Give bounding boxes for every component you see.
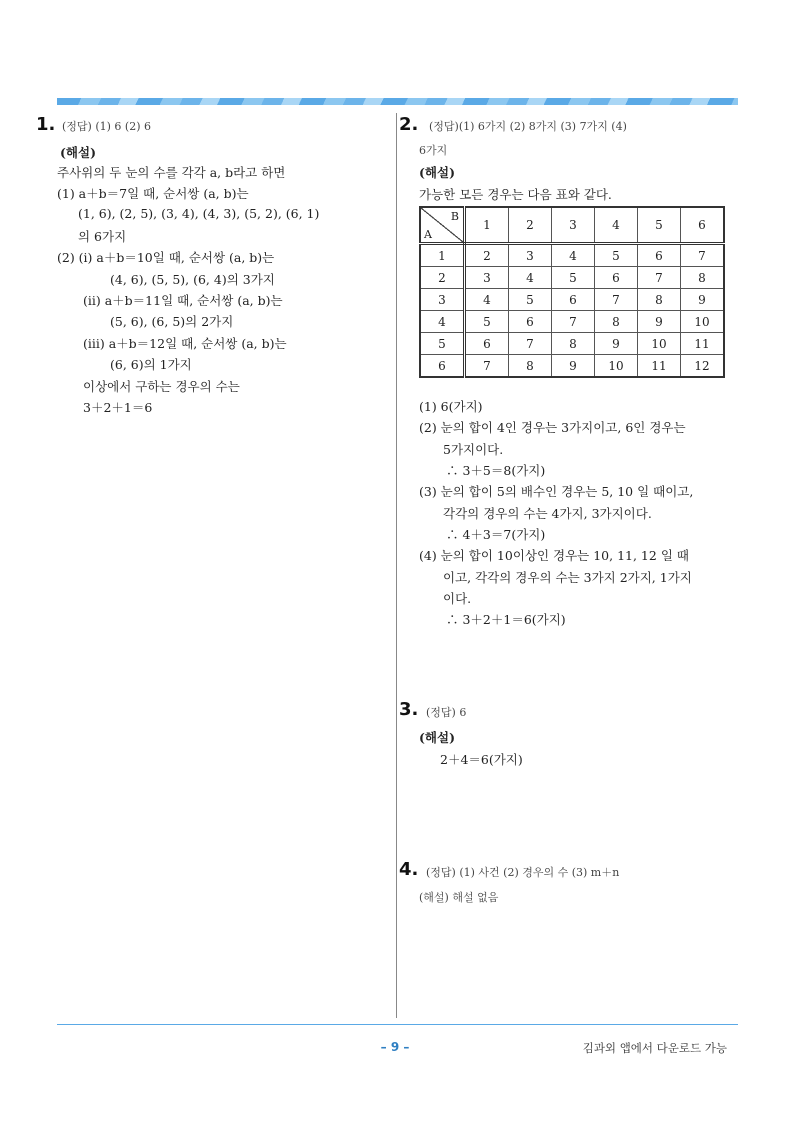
column-divider	[396, 113, 397, 1018]
table-cell: 8	[552, 333, 595, 355]
q1-line: (ⅱ) a＋b＝11일 때, 순서쌍 (a, b)는	[83, 293, 283, 308]
table-cell: 9	[638, 311, 681, 333]
q1-number: 1.	[36, 114, 56, 135]
table-cell: 11	[681, 333, 725, 355]
q3-number: 3.	[399, 699, 419, 720]
q1-line: (4, 6), (5, 5), (6, 4)의 3가지	[110, 272, 275, 287]
table-cell: 3	[465, 267, 509, 289]
q3-line: 2＋4＝6(가지)	[440, 752, 523, 767]
row-header: 5	[420, 333, 465, 355]
table-cell: 8	[595, 311, 638, 333]
q2-line: (2) 눈의 합이 4인 경우는 3가지이고, 6인 경우는	[419, 420, 686, 435]
q1-line: (2) (ⅰ) a＋b＝10일 때, 순서쌍 (a, b)는	[57, 250, 275, 265]
col-header: 5	[638, 207, 681, 244]
q2-line: ∴ 3＋5＝8(가지)	[446, 463, 546, 478]
table-cell: 9	[595, 333, 638, 355]
table-cell: 8	[509, 355, 552, 378]
q1-line: 3＋2＋1＝6	[83, 400, 153, 415]
table-row	[420, 289, 724, 311]
table-cell: 5	[595, 244, 638, 267]
col-header: 4	[595, 207, 638, 244]
table-cell: 7	[681, 244, 725, 267]
q4-number: 4.	[399, 859, 419, 880]
q2-line: ∴ 4＋3＝7(가지)	[446, 527, 546, 542]
q2-line: (3) 눈의 합이 5의 배수인 경우는 5, 10 일 때이고,	[419, 484, 694, 499]
table-cell: 5	[465, 311, 509, 333]
q1-line: (5, 6), (6, 5)의 2가지	[110, 314, 234, 329]
footer-note: 김과외 앱에서 다운로드 가능	[582, 1041, 727, 1055]
table-row	[420, 355, 724, 378]
q1-line: (1, 6), (2, 5), (3, 4), (4, 3), (5, 2), (6, 1)	[78, 206, 320, 221]
q4-answer: (정답) (1) 사건 (2) 경우의 수 (3) m＋n	[426, 866, 620, 879]
table-row	[420, 244, 724, 267]
table-corner	[420, 207, 465, 244]
q2-answer: (정답)(1) 6가지 (2) 8가지 (3) 7가지 (4)	[429, 120, 627, 133]
q2-solution-label: (해설)	[419, 165, 455, 180]
q1-line: (ⅲ) a＋b＝12일 때, 순서쌍 (a, b)는	[83, 336, 287, 351]
q1-line: 주사위의 두 눈의 수를 각각 a, b라고 하면	[57, 165, 286, 180]
table-row	[420, 311, 724, 333]
table-cell: 5	[552, 267, 595, 289]
row-header: 4	[420, 311, 465, 333]
q2-answer-cont: 6가지	[419, 144, 448, 157]
q2-line: (1) 6(가지)	[419, 399, 483, 414]
q2-number: 2.	[399, 114, 419, 135]
table-cell: 6	[595, 267, 638, 289]
table-cell: 9	[681, 289, 725, 311]
table-cell: 6	[638, 244, 681, 267]
q2-line: (4) 눈의 합이 10이상인 경우는 10, 11, 12 일 때	[419, 548, 689, 563]
table-cell: 3	[509, 244, 552, 267]
table-header-row	[420, 207, 724, 244]
table-cell: 7	[638, 267, 681, 289]
table-cell: 10	[638, 333, 681, 355]
row-header: 2	[420, 267, 465, 289]
table-cell: 7	[552, 311, 595, 333]
corner-b-label: B	[450, 210, 459, 223]
table-cell: 6	[465, 333, 509, 355]
table-row	[420, 267, 724, 289]
col-header: 2	[509, 207, 552, 244]
table-cell: 4	[552, 244, 595, 267]
table-cell: 2	[465, 244, 509, 267]
table-cell: 7	[595, 289, 638, 311]
q3-answer: (정답) 6	[426, 706, 467, 719]
q4-solution: (해설) 해설 없음	[419, 891, 499, 904]
table-cell: 7	[465, 355, 509, 378]
row-header: 3	[420, 289, 465, 311]
table-cell: 10	[595, 355, 638, 378]
table-cell: 6	[552, 289, 595, 311]
table-cell: 4	[465, 289, 509, 311]
q2-line: ∴ 3＋2＋1＝6(가지)	[446, 612, 566, 627]
table-cell: 12	[681, 355, 725, 378]
row-header: 1	[420, 244, 465, 267]
sum-table	[419, 206, 725, 378]
row-header: 6	[420, 355, 465, 378]
footer-rule	[57, 1024, 738, 1025]
q1-line: 이상에서 구하는 경우의 수는	[83, 379, 240, 394]
corner-a-label: A	[424, 228, 432, 241]
col-header: 1	[465, 207, 509, 244]
table-cell: 8	[681, 267, 725, 289]
q3-solution-label: (해설)	[419, 730, 455, 745]
header-band	[57, 98, 738, 105]
table-cell: 9	[552, 355, 595, 378]
table-cell: 11	[638, 355, 681, 378]
q1-line: (1) a＋b＝7일 때, 순서쌍 (a, b)는	[57, 186, 249, 201]
q1-line: (6, 6)의 1가지	[110, 357, 192, 372]
q2-intro: 가능한 모든 경우는 다음 표와 같다.	[419, 187, 612, 202]
q1-line: 의 6가지	[78, 229, 127, 244]
table-cell: 8	[638, 289, 681, 311]
q2-line: 5가지이다.	[443, 442, 504, 457]
table-cell: 5	[509, 289, 552, 311]
table-row	[420, 333, 724, 355]
q2-line: 이고, 각각의 경우의 수는 3가지 2가지, 1가지	[443, 570, 692, 585]
table-cell: 10	[681, 311, 725, 333]
q1-answer: (정답) (1) 6 (2) 6	[62, 120, 151, 133]
q1-solution-label: (해설)	[60, 145, 96, 160]
page-number: – 9 –	[380, 1040, 410, 1054]
col-header: 6	[681, 207, 725, 244]
table-cell: 6	[509, 311, 552, 333]
table-cell: 7	[509, 333, 552, 355]
q2-line: 이다.	[443, 591, 472, 606]
col-header: 3	[552, 207, 595, 244]
q2-line: 각각의 경우의 수는 4가지, 3가지이다.	[443, 506, 652, 521]
table-cell: 4	[509, 267, 552, 289]
